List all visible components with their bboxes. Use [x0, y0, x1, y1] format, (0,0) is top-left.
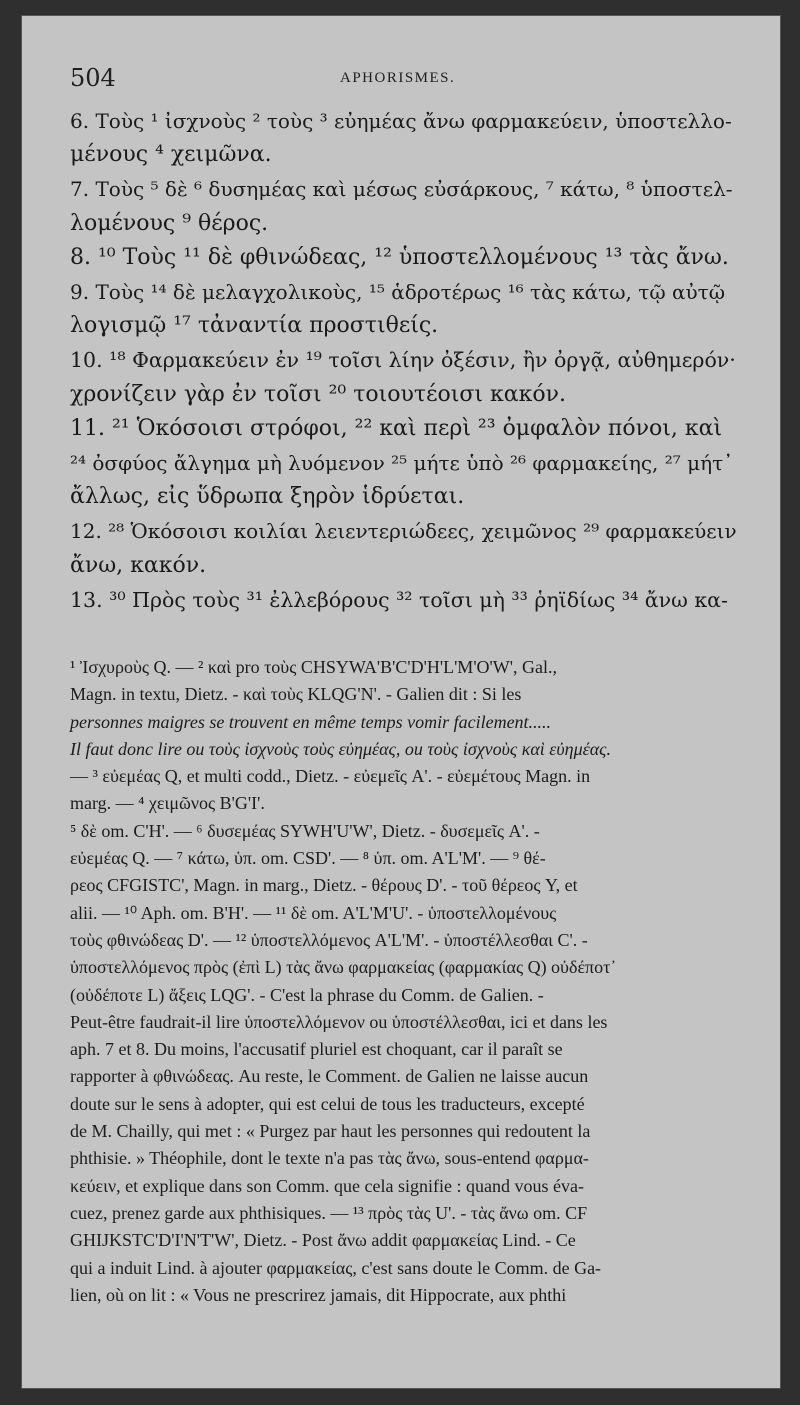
greek-text-line: 7. Τοὺς ⁵ δὲ ⁶ δυσημέας καὶ μέσως εὐσάρκους, ⁷ κάτω, ⁸ ὑποστελ-: [70, 177, 733, 202]
note-line: εὐεμέας Q. — ⁷ κάτω, ὑπ. om. CSD'. — ⁸ ὑπ. om. A'L'M'. — ⁹ θέ-: [70, 848, 546, 869]
note-line: alii. — ¹⁰ Aph. om. B'H'. — ¹¹ δὲ om. A'L'M'U'. - ὑποστελλομένους: [70, 902, 557, 923]
note-line: ρεος CFGISTC', Magn. in marg., Dietz. - θέρους D'. - τοῦ θέρεος Y, et: [70, 875, 578, 896]
note-line: qui a induit Lind. à ajouter φαρμακείας, c'est sans doute le Comm. de Ga-: [70, 1257, 602, 1278]
greek-text-line: χρονίζειν γὰρ ἐν τοῖσι ²⁰ τοιουτέοισι κακόν.: [70, 381, 566, 407]
greek-aphorisms-text: [70, 104, 740, 617]
greek-text-line: 10. ¹⁸ Φαρμακεύειν ἐν ¹⁹ τοῖσι λίην ὀξέσιν, ἢν ὀργᾷ, αὐθημερόν·: [70, 348, 736, 373]
greek-text-line: 13. ³⁰ Πρὸς τοὺς ³¹ ἐλλεβόρους ³² τοῖσι μὴ ³³ ῥηϊδίως ³⁴ ἄνω κα-: [70, 587, 728, 612]
note-line: — ³ εὐεμέας Q, et multi codd., Dietz. - εὐεμεῖς A'. - εὐεμέτους Magn. in: [70, 766, 591, 787]
greek-text-line: μένους ⁴ χειμῶνα.: [70, 142, 272, 168]
greek-text-line: 12. ²⁸ Ὁκόσοισι κοιλίαι λειεντεριώδεες, χειμῶνος ²⁹ φαρμακεύειν: [70, 519, 737, 544]
greek-text-line: 11. ²¹ Ὁκόσοισι στρόφοι, ²² καὶ περὶ ²³ ὀμφαλὸν πόνοι, καὶ: [70, 415, 723, 441]
note-line: ⁵ δὲ om. C'H'. — ⁶ δυσεμέας SYWH'U'W', Dietz. - δυσεμεῖς A'. -: [70, 820, 540, 841]
critical-apparatus-notes: [70, 654, 740, 1309]
greek-text-line: 9. Τοὺς ¹⁴ δὲ μελαγχολικοὺς, ¹⁵ ἁδροτέρως ¹⁶ τὰς κάτω, τῷ αὐτῷ: [70, 280, 726, 305]
greek-text-line: ²⁴ ὀσφύος ἄλγημα μὴ λυόμενον ²⁵ μήτε ὑπὸ ²⁶ φαρμακείης, ²⁷ μήτ᾽: [70, 451, 734, 476]
greek-text-line: λογισμῷ ¹⁷ τἀναντία προστιθείς.: [70, 313, 439, 339]
note-line: GHIJKSTC'D'I'N'T'W', Dietz. - Post ἄνω addit φαρμακείας Lind. - Ce: [70, 1230, 576, 1251]
greek-text-line: 6. Τοὺς ¹ ἰσχνοὺς ² τοὺς ³ εὐημέας ἄνω φαρμακεύειν, ὑποστελλο-: [70, 109, 732, 133]
note-line: Peut-être faudrait-il lire ὑποστελλόμενον ou ὑποστέλλεσθαι, ici et dans les: [70, 1011, 608, 1032]
note-line: κεύειν, et explique dans son Comm. que cela signifie : quand vous éva-: [70, 1175, 584, 1196]
page-header: [70, 64, 740, 94]
note-line: doute sur le sens à adopter, qui est celui de tous les traducteurs, excepté: [70, 1093, 585, 1114]
book-page: [22, 16, 780, 1388]
running-title: APHORISMES.: [340, 70, 456, 86]
greek-text-line: 8. ¹⁰ Τοὺς ¹¹ δὲ φθινώδεας, ¹² ὑποστελλομένους ¹³ τὰς ἄνω.: [70, 244, 729, 270]
greek-text-line: ἄνω, κακόν.: [70, 552, 207, 578]
note-line: marg. — ⁴ χειμῶνος B'G'I'.: [70, 793, 265, 814]
note-line: rapporter à φθινώδεας. Au reste, le Comment. de Galien ne laisse aucun: [70, 1066, 589, 1087]
note-line: lien, où on lit : « Vous ne prescrirez jamais, dit Hippocrate, aux phthi: [70, 1284, 567, 1305]
greek-text-line: λομένους ⁹ θέρος.: [70, 210, 269, 236]
note-line: (οὐδέποτε L) ἄξεις LQG'. - C'est la phrase du Comm. de Galien. -: [70, 984, 544, 1005]
note-line: de M. Chailly, qui met : « Purgez par haut les personnes qui redoutent la: [70, 1121, 591, 1142]
note-line: personnes maigres se trouvent en même temps vomir facilement.....: [70, 711, 552, 732]
note-line: τοὺς φθινώδεας D'. — ¹² ὑποστελλόμενος A'L'M'. - ὑποστέλλεσθαι C'. -: [70, 929, 588, 950]
note-line: phthisie. » Théophile, dont le texte n'a pas τὰς ἄνω, sous-entend φαρμα-: [70, 1148, 589, 1169]
note-line: aph. 7 et 8. Du moins, l'accusatif pluriel est choquant, car il paraît se: [70, 1039, 563, 1060]
page-number: 504: [70, 64, 116, 92]
note-line: Il faut donc lire ou τοὺς ἰσχνοὺς τοὺς εὐημέας, ou τοὺς ἰσχνοὺς καὶ εὐημέας.: [70, 738, 611, 759]
note-line: Magn. in textu, Dietz. - καὶ τοὺς KLQG'N'. - Galien dit : Si les: [70, 684, 522, 705]
note-line: ὑποστελλόμενος πρὸς (ἐπὶ L) τὰς ἄνω φαρμακείας (φαρμακίας Q) οὐδέποτ᾽: [70, 957, 617, 978]
note-line: ¹ Ἰσχυροὺς Q. — ² καὶ pro τοὺς CHSYWA'B'C'D'H'L'M'O'W', Gal.,: [70, 657, 558, 677]
note-line: cuez, prenez garde aux phthisiques. — ¹³ πρὸς τὰς U'. - τὰς ἄνω om. CF: [70, 1202, 588, 1223]
greek-text-line: ἄλλως, εἰς ὕδρωπα ξηρὸν ἱδρύεται.: [70, 484, 465, 510]
